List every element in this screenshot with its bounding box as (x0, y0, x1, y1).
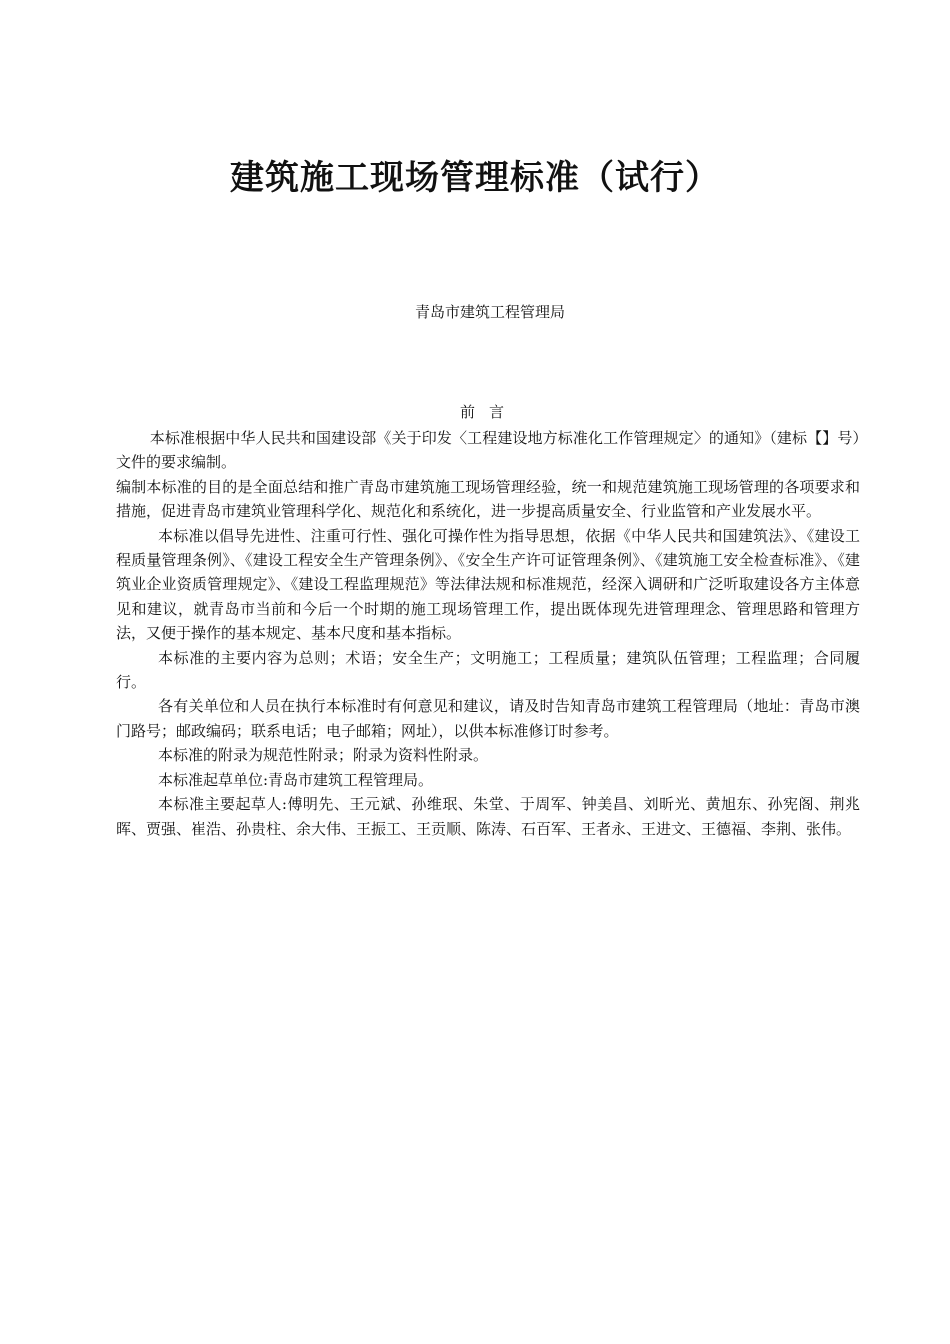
paragraph: 编制本标准的目的是全面总结和推广青岛市建筑施工现场管理经验，统一和规范建筑施工现场管理的各项要求和措施，促进青岛市建筑业管理科学化、规范化和系统化，进一步提高质量安全、行业监管和产业发展水平。 (116, 477, 860, 521)
issuer-name: 青岛市建筑工程管理局 (414, 303, 565, 321)
paragraph: 本标准主要起草人:傅明先、王元斌、孙维珉、朱堂、于周军、钟美昌、刘昕光、黄旭东、孙宪阁、荆兆晖、贾强、崔浩、孙贵柱、余大伟、王振工、王贡顺、陈涛、石百军、王者永、王进文、王德福、李荆、张伟。 (116, 795, 860, 838)
document-title: 建筑施工现场管理标准（试行） (230, 158, 720, 198)
section-heading-preface: 前言 (459, 403, 518, 421)
paragraph: 各有关单位和人员在执行本标准时有何意见和建议，请及时告知青岛市建筑工程管理局（地址：青岛市澳门路号；邮政编码；联系电话；电子邮箱；网址），以供本标准修订时参考。 (116, 697, 860, 740)
preface-body (116, 426, 860, 841)
paragraph: 本标准的主要内容为总则；术语；安全生产；文明施工；工程质量；建筑队伍管理；工程监理；合同履行。 (116, 648, 860, 692)
paragraph: 本标准的附录为规范性附录；附录为资料性附录。 (158, 746, 489, 765)
paragraph: 本标准以倡导先进性、注重可行性、强化可操作性为指导思想，依据《中华人民共和国建筑法》、《建设工程质量管理条例》、《建设工程安全生产管理条例》、《安全生产许可证管理条例》、《建筑施工安全检查标准》、《建筑业企业资质管理规定》、《建设工程监理规范》等法律法规和标准规范，经深入调研和广泛听取建设各方主体意见和建议，就青岛市当前和今后一个时期的施工现场管理工作，提出既体现先进管理理念、管理思路和管理方法，又便于操作的基本规定、基本尺度和基本指标。 (116, 526, 860, 643)
paragraph: 本标准起草单位:青岛市建筑工程管理局。 (158, 770, 434, 789)
paragraph: 本标准根据中华人民共和国建设部《关于印发〈工程建设地方标准化工作管理规定〉的通知》（建标【】号）文件的要求编制。 (116, 429, 860, 472)
